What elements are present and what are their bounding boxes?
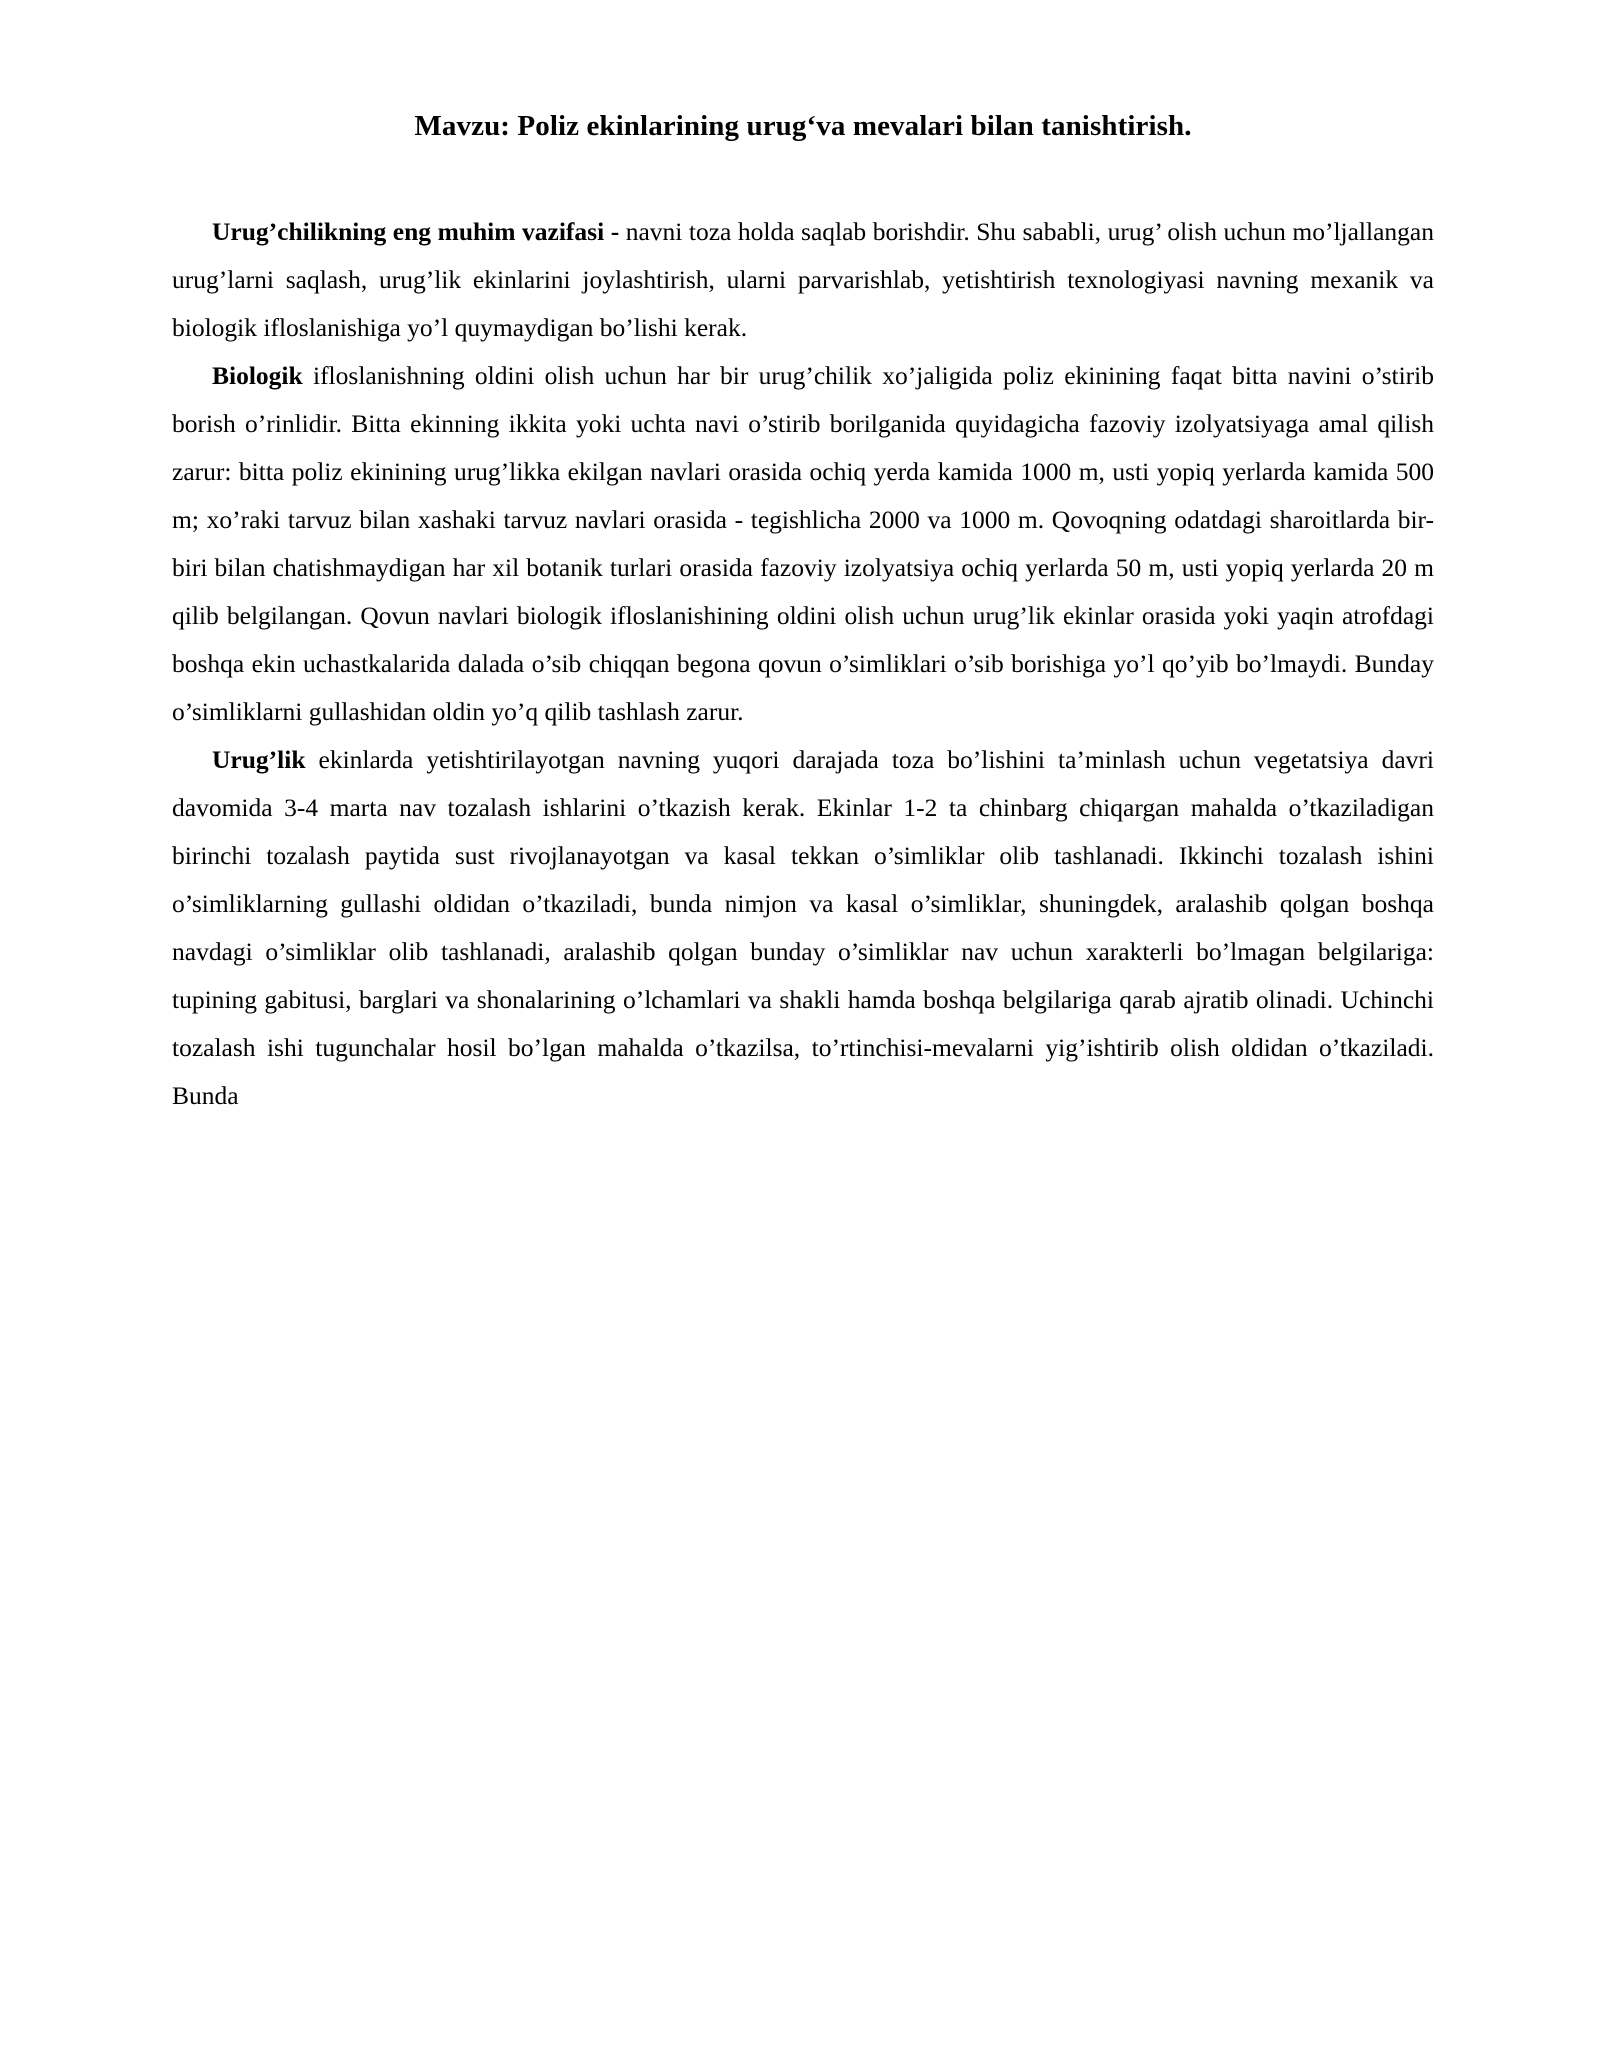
paragraph-1-lead: Urug’chilikning eng muhim vazifasi - [212, 217, 626, 246]
paragraph-3-lead: Urug’lik [212, 745, 319, 774]
paragraph-1 [172, 208, 1434, 352]
paragraph-2-lead: Biologik [212, 361, 313, 390]
paragraph-2 [172, 352, 1434, 736]
page-title: Mavzu: Poliz ekinlarining urug‘va mevalari bilan tanishtirish. [414, 110, 1192, 142]
paragraph-2-body: ifloslanishning oldini olish uchun har bir urug’chilik xo’jaligida poliz ekinining faqat bitta navini o’stirib borish o’rinlidir. Bitta ekinning ikkita yoki uchta navi o’stirib borilganida quyidagicha fazoviy izolyatsiyaga amal qilish zarur: bitta poliz ekinining urug’likka ekilgan navlari orasida ochiq yerda kamida 1000 m, usti yopiq yerlarda kamida 500 m; xo’raki tarvuz bilan xashaki tarvuz navlari orasida - tegishlicha 2000 va 1000 m. Qovoqning odatdagi sharoitlarda bir-biri bilan chatishmaydigan har xil botanik turlari orasida fazoviy izolyatsiya ochiq yerlarda 50 m, usti yopiq yerlarda 20 m qilib belgilangan. Qovun navlari biologik ifloslanishining oldini olish uchun urug’lik ekinlar orasida yoki yaqin atrofdagi boshqa ekin uchastkalarida dalada o’sib chiqqan begona qovun o’simliklari o’sib borishiga yo’l qo’yib bo’lmaydi. Bunday o’simliklarni gullashidan oldin yo’q qilib tashlash zarur. [172, 361, 1434, 726]
paragraph-1-body: navni toza holda saqlab borishdir. Shu sababli, urug’ olish uchun mo’ljallangan urug’larni saqlash, urug’lik ekinlarini joylashtirish, ularni parvarishlab, yetishtirish texnologiyasi navning mexanik va biologik ifloslanishiga yo’l quymaydigan bo’lishi kerak. [172, 217, 1434, 342]
document-body [172, 0, 1434, 1120]
paragraph-3 [172, 736, 1434, 1120]
paragraph-3-body: ekinlarda yetishtirilayotgan navning yuqori darajada toza bo’lishini ta’minlash uchun vegetatsiya davri davomida 3-4 marta nav tozalash ishlarini o’tkazish kerak. Ekinlar 1-2 ta chinbarg chiqargan mahalda o’tkaziladigan birinchi tozalash paytida sust rivojlanayotgan va kasal tekkan o’simliklar olib tashlanadi. Ikkinchi tozalash ishini o’simliklarning gullashi oldidan o’tkaziladi, bunda nimjon va kasal o’simliklar, shuningdek, aralashib qolgan boshqa navdagi o’simliklar olib tashlanadi, aralashib qolgan bunday o’simliklar nav uchun xarakterli bo’lmagan belgilariga: tupining gabitusi, barglari va shonalarining o’lchamlari va shakli hamda boshqa belgilariga qarab ajratib olinadi. Uchinchi tozalash ishi tugunchalar hosil bo’lgan mahalda o’tkazilsa, to’rtinchisi-mevalarni yig’ishtirib olish oldidan o’tkaziladi. Bunda [172, 745, 1434, 1110]
